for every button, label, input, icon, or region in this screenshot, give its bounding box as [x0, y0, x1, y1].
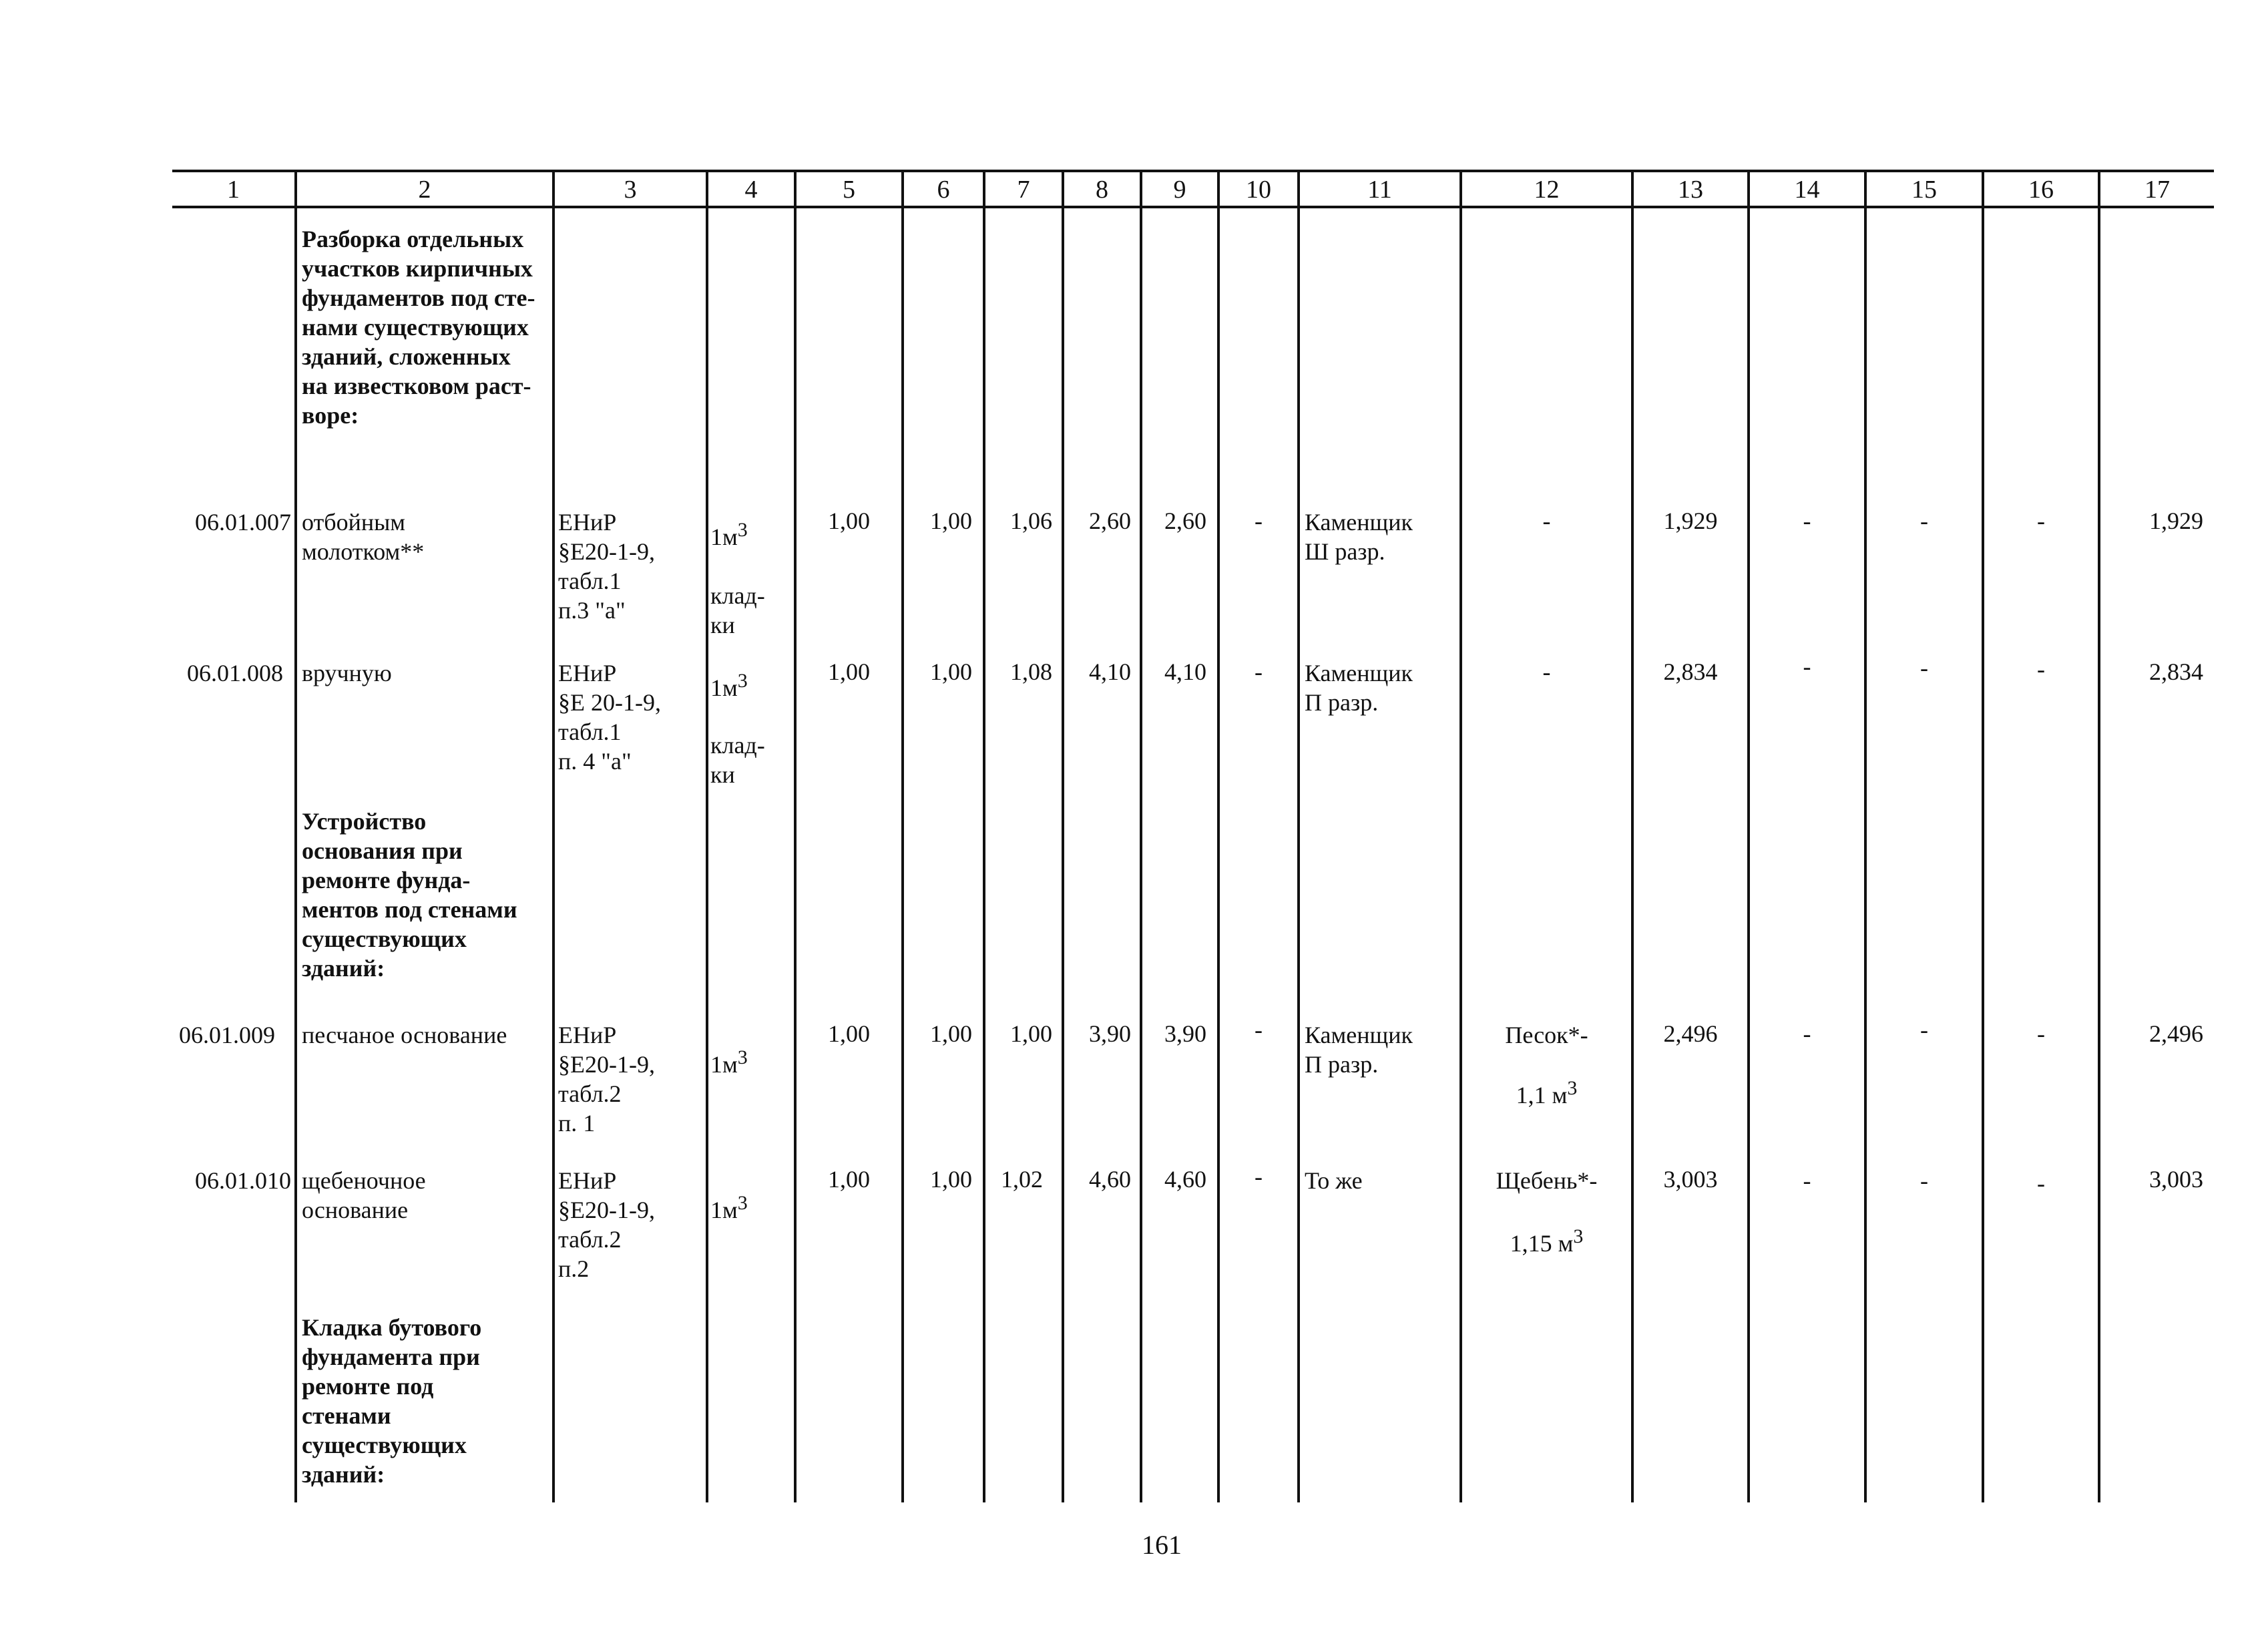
- row-name: отбойным молотком**: [302, 509, 425, 565]
- cell-c8: 2,60: [1089, 507, 1131, 534]
- cell-c7: 1,00: [1010, 1020, 1052, 1047]
- cell-c15: -: [1920, 654, 1928, 681]
- cell-c16: -: [2037, 1020, 2045, 1047]
- row-norm: ЕНиР §Е20-1-9, табл.2 п. 1: [558, 1022, 655, 1137]
- header-col-17: 17: [2145, 176, 2170, 204]
- cell-c15: -: [1920, 1167, 1928, 1194]
- cell-c17: 3,003: [2149, 1166, 2203, 1193]
- cell-c9: 4,10: [1164, 658, 1206, 685]
- row-unit: $1м^3$: [710, 1046, 748, 1078]
- col-rule: [1297, 170, 1300, 1502]
- page-number: 161: [1142, 1530, 1182, 1560]
- row-code: 06.01.007: [195, 509, 291, 536]
- cell-c10: -: [1255, 658, 1263, 685]
- cell-c6: 1,00: [930, 1166, 972, 1193]
- cell-c11: Каменщик П разр.: [1305, 660, 1413, 716]
- cell-c15: -: [1920, 507, 1928, 534]
- header-col-7: 7: [1017, 176, 1030, 204]
- table-top-rule: [172, 170, 2214, 172]
- col-rule: [552, 170, 555, 1502]
- header-col-8: 8: [1096, 176, 1108, 204]
- cell-c7: 1,06: [1010, 507, 1052, 534]
- cell-c16: -: [2037, 1170, 2045, 1197]
- header-col-6: 6: [937, 176, 950, 204]
- cell-c10: -: [1255, 507, 1263, 534]
- col-rule: [983, 170, 985, 1502]
- row-name: щебеночное основание: [302, 1167, 426, 1223]
- header-col-14: 14: [1794, 176, 1820, 204]
- cell-c14: -: [1803, 1167, 1811, 1194]
- cell-c17: 1,929: [2149, 507, 2203, 534]
- header-col-4: 4: [744, 176, 758, 204]
- section-title: Устройство основания при ремонте фунда- ментов под стенами существующих зданий:: [302, 808, 517, 982]
- row-unit: $1м^3$: [710, 519, 748, 550]
- header-col-3: 3: [624, 176, 637, 204]
- row-code: 06.01.010: [195, 1167, 291, 1194]
- cell-c5: 1,00: [828, 658, 870, 685]
- header-col-13: 13: [1678, 176, 1703, 204]
- header-col-5: 5: [843, 176, 855, 204]
- cell-c17: 2,496: [2149, 1020, 2203, 1047]
- row-name: вручную: [302, 660, 392, 686]
- cell-c14: -: [1803, 1020, 1811, 1047]
- cell-c6: 1,00: [930, 1020, 972, 1047]
- cell-c5: 1,00: [828, 507, 870, 534]
- header-col-16: 16: [2028, 176, 2054, 204]
- col-rule: [1747, 170, 1750, 1502]
- col-rule: [1631, 170, 1634, 1502]
- cell-c16: -: [2037, 656, 2045, 682]
- cell-c12-amount: 1,1 $м^3$: [1516, 1077, 1578, 1108]
- col-rule: [706, 170, 708, 1502]
- cell-c9: 3,90: [1164, 1020, 1206, 1047]
- cell-c5: 1,00: [828, 1020, 870, 1047]
- col-rule: [1062, 170, 1064, 1502]
- cell-c10: -: [1255, 1016, 1263, 1043]
- header-col-12: 12: [1534, 176, 1560, 204]
- cell-c11: Каменщик П разр.: [1305, 1022, 1413, 1078]
- header-col-10: 10: [1246, 176, 1271, 204]
- col-rule: [1864, 170, 1867, 1502]
- cell-c6: 1,00: [930, 658, 972, 685]
- cell-c11: То же: [1305, 1167, 1363, 1194]
- cell-c14: -: [1803, 507, 1811, 534]
- col-rule: [1140, 170, 1142, 1502]
- cell-c5: 1,00: [828, 1166, 870, 1193]
- col-rule: [2098, 170, 2100, 1502]
- cell-c12: Щебень*-: [1496, 1167, 1598, 1194]
- row-unit: $1м^3$: [710, 670, 748, 701]
- header-col-1: 1: [227, 176, 240, 204]
- header-col-11: 11: [1367, 176, 1392, 204]
- col-rule: [1982, 170, 1984, 1502]
- col-rule: [1459, 170, 1462, 1502]
- cell-c12: Песок*-: [1505, 1022, 1588, 1048]
- cell-c6: 1,00: [930, 507, 972, 534]
- cell-c17: 2,834: [2149, 658, 2203, 685]
- section-title: Кладка бутового фундамента при ремонте под стенами существующих зданий:: [302, 1314, 482, 1488]
- section-title: Разборка отдельных участков кирпичных фундаментов под сте- нами существующих зданий, сложенных на известковом раст- воре:: [302, 226, 535, 429]
- cell-c9: 4,60: [1164, 1166, 1206, 1193]
- cell-c13: 2,496: [1663, 1020, 1718, 1047]
- cell-c12-amount: 1,15 $м^3$: [1510, 1225, 1584, 1257]
- cell-c10: -: [1255, 1163, 1263, 1190]
- header-col-2: 2: [418, 176, 431, 204]
- cell-c14: -: [1803, 653, 1811, 680]
- cell-c7: 1,08: [1010, 658, 1052, 685]
- cell-c11: Каменщик Ш разр.: [1305, 509, 1413, 565]
- col-rule: [901, 170, 904, 1502]
- row-norm: ЕНиР §Е20-1-9, табл.1 п.3 "а": [558, 509, 655, 624]
- row-name: песчаное основание: [302, 1022, 507, 1048]
- row-unit: $1м^3$: [710, 1192, 748, 1223]
- cell-c13: 3,003: [1663, 1166, 1718, 1193]
- cell-c8: 3,90: [1089, 1020, 1131, 1047]
- header-col-9: 9: [1173, 176, 1186, 204]
- cell-c7: 1,02: [1001, 1166, 1043, 1193]
- cell-c8: 4,10: [1089, 658, 1131, 685]
- row-unit-rest: клад- ки: [710, 582, 765, 638]
- header-bottom-rule: [172, 206, 2214, 208]
- cell-c13: 2,834: [1663, 658, 1718, 685]
- cell-c15: -: [1920, 1016, 1928, 1043]
- cell-c12: -: [1542, 658, 1551, 685]
- cell-c8: 4,60: [1089, 1166, 1131, 1193]
- row-code: 06.01.008: [187, 660, 283, 686]
- cell-c13: 1,929: [1663, 507, 1718, 534]
- col-rule: [1217, 170, 1220, 1502]
- cell-c16: -: [2037, 507, 2045, 534]
- col-rule: [294, 170, 297, 1502]
- row-unit-rest: клад- ки: [710, 732, 765, 788]
- header-col-15: 15: [1911, 176, 1937, 204]
- row-code: 06.01.009: [179, 1022, 275, 1048]
- row-norm: ЕНиР §Е 20-1-9, табл.1 п. 4 "а": [558, 660, 661, 775]
- col-rule: [794, 170, 797, 1502]
- cell-c12: -: [1542, 507, 1551, 534]
- cell-c9: 2,60: [1164, 507, 1206, 534]
- row-norm: ЕНиР §Е20-1-9, табл.2 п.2: [558, 1167, 655, 1282]
